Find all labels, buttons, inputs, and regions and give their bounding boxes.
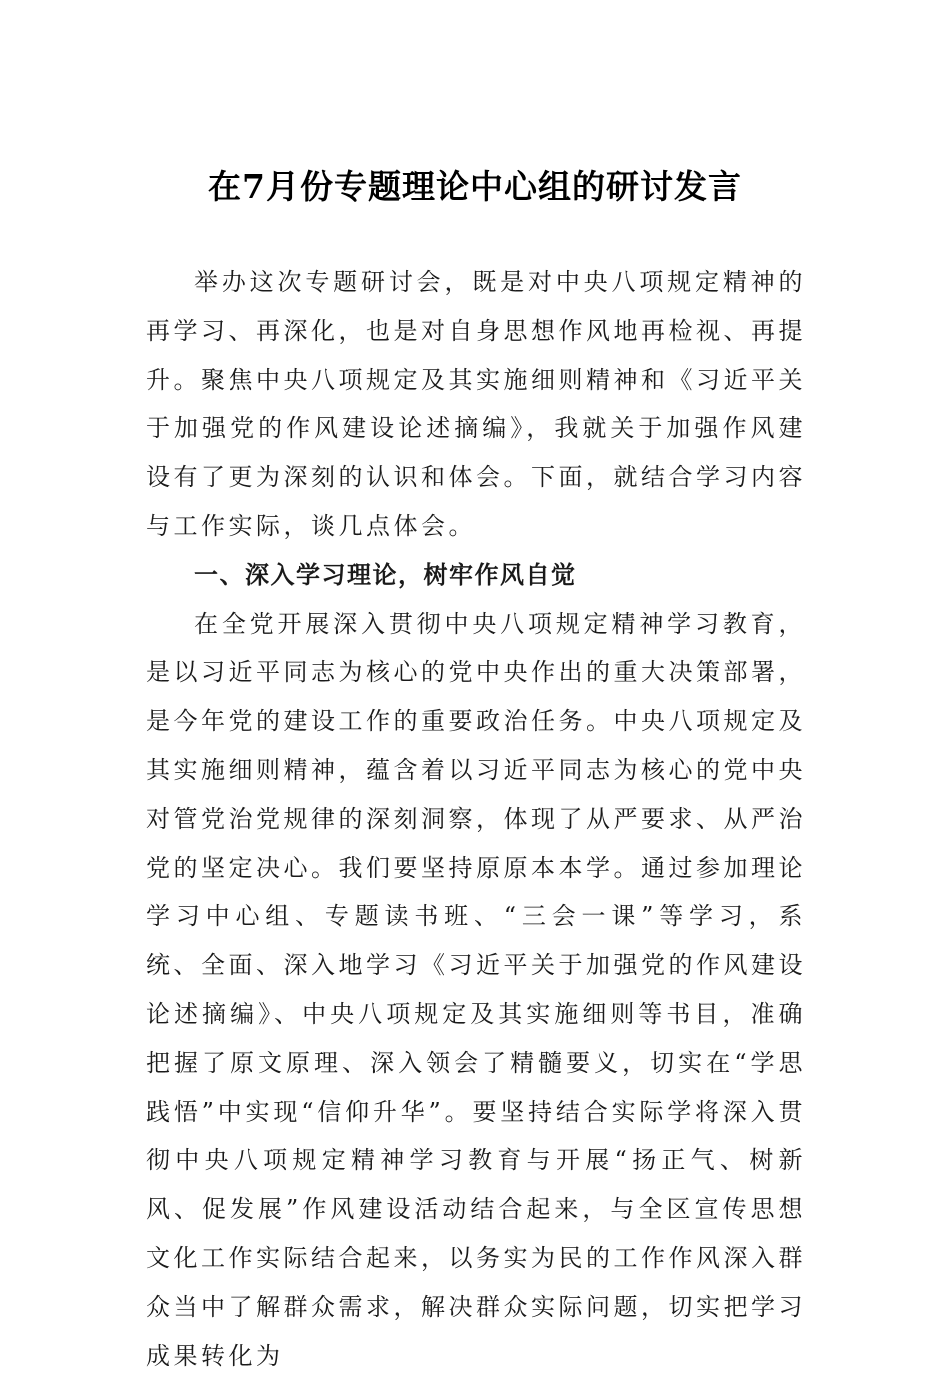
intro-paragraph: 举办这次专题研讨会，既是对中央八项规定精神的再学习、再深化，也是对自身思想作风地再检视、再提升。聚焦中央八项规定及其实施细则精神和《习近平关于加强党的作风建设论述摘编》，我就关于加强作风建设有了更为深刻的认识和体会。下面，就结合学习内容与工作实际，谈几点体会。 [146,268,806,540]
section-1-heading: 一、深入学习理论，树牢作风自觉 [194,560,577,589]
document-body [146,258,806,1380]
section-1-paragraph: 在全党开展深入贯彻中央八项规定精神学习教育，是以习近平同志为核心的党中央作出的重大决策部署，是今年党的建设工作的重要政治任务。中央八项规定及其实施细则精神，蕴含着以习近平同志为核心的党中央对管党治党规律的深刻洞察，体现了从严要求、从严治党的坚定决心。我们要坚持原原本本学。通过参加理论学习中心组、专题读书班、“三会一课”等学习，系统、全面、深入地学习《习近平关于加强党的作风建设论述摘编》、中央八项规定及其实施细则等书目，准确把握了原文原理、深入领会了精髓要义，切实在“学思践悟”中实现“信仰升华”。要坚持结合实际学将深入贯彻中央八项规定精神学习教育与开展“扬正气、树新风、促发展”作风建设活动结合起来，与全区宣传思想文化工作实际结合起来，以务实为民的工作作风深入群众当中了解群众需求，解决群众实际问题，切实把学习成果转化为 [146,609,806,1370]
document-title: 在7月份专题理论中心组的研讨发言 [208,167,742,206]
